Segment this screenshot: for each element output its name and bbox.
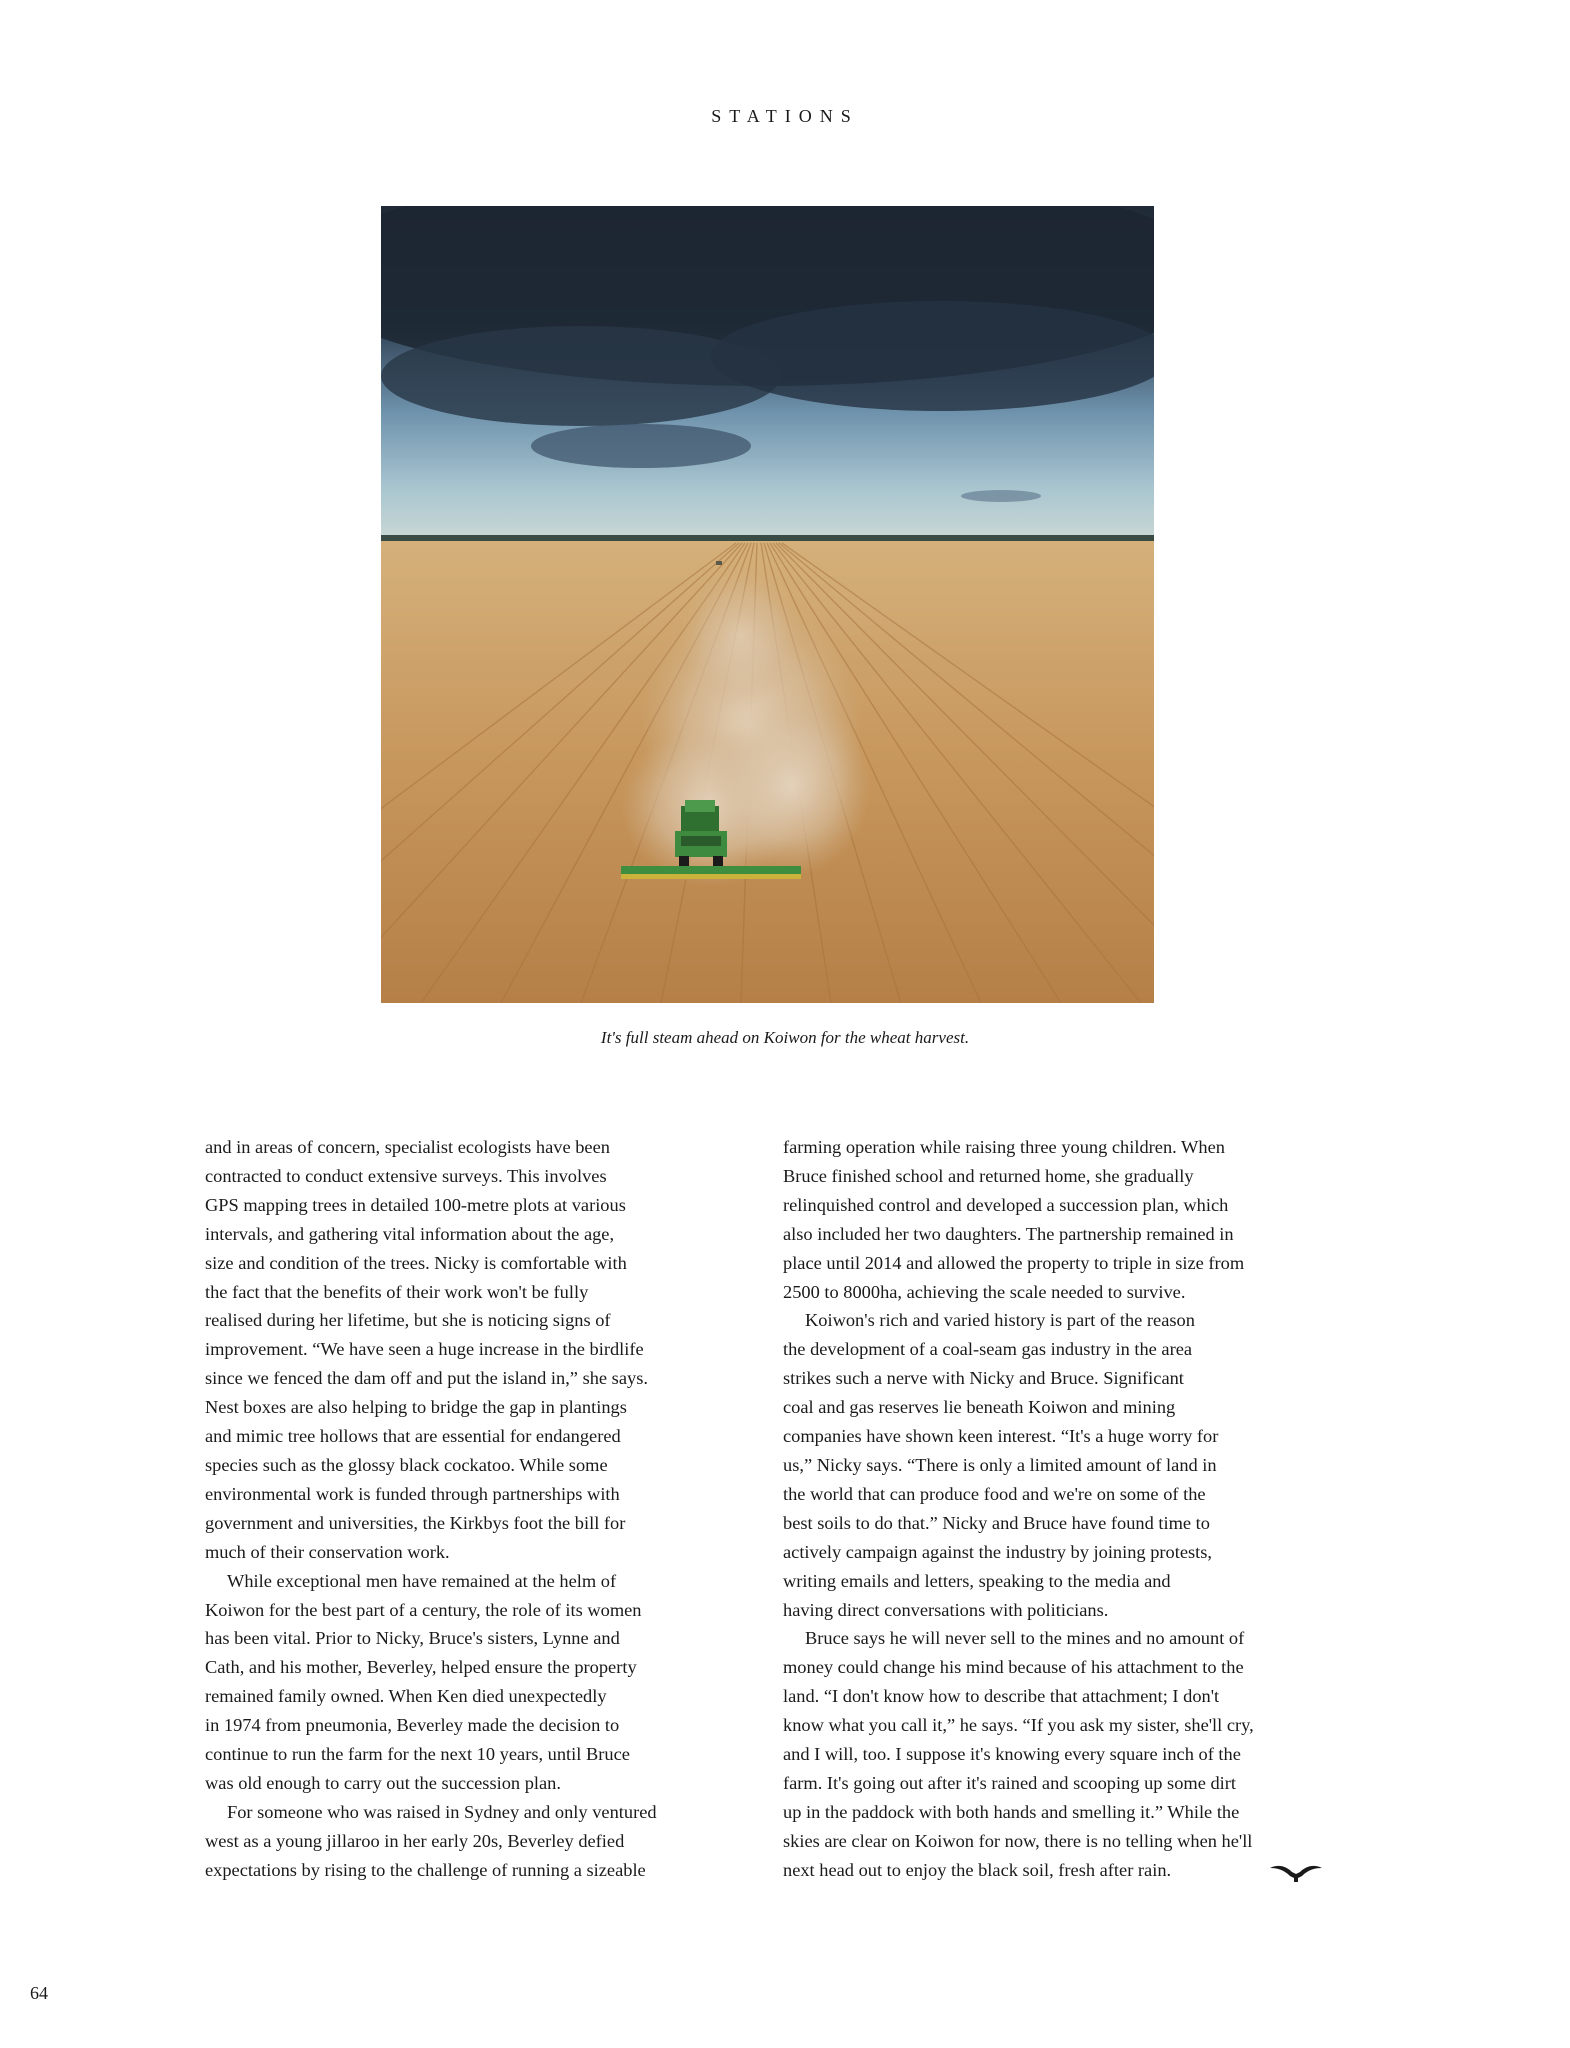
photo-image — [381, 206, 1154, 1003]
text-line: size and condition of the trees. Nicky is comfortable with — [205, 1252, 627, 1273]
text-line: relinquished control and developed a succession plan, which — [783, 1194, 1229, 1215]
text-line: continue to run the farm for the next 10 years, until Bruce — [205, 1744, 630, 1765]
text-line: writing emails and letters, speaking to the media and — [783, 1570, 1171, 1591]
text-line: know what you call it,” he says. “If you ask my sister, she'll cry, — [783, 1715, 1254, 1736]
harvester-field-photo — [381, 206, 1154, 1003]
text-line: has been vital. Prior to Nicky, Bruce's sisters, Lynne and — [205, 1628, 620, 1649]
text-line: skies are clear on Koiwon for now, there is no telling when he'll — [783, 1830, 1253, 1851]
page-number: 64 — [30, 1983, 48, 2003]
text-line: farm. It's going out after it's rained and scooping up some dirt — [783, 1772, 1237, 1793]
text-line: place until 2014 and allowed the property to triple in size from — [783, 1252, 1245, 1273]
text-line: and mimic tree hollows that are essential for endangered — [205, 1426, 621, 1447]
text-line: best soils to do that.” Nicky and Bruce have found time to — [783, 1512, 1210, 1533]
text-line: Cath, and his mother, Beverley, helped ensure the property — [205, 1657, 637, 1678]
text-line: farming operation while raising three young children. When — [783, 1137, 1225, 1157]
text-line: environmental work is funded through partnerships with — [205, 1483, 620, 1504]
bird-silhouette-icon — [1268, 1860, 1324, 1884]
text-line: also included her two daughters. The partnership remained in — [783, 1223, 1234, 1244]
paragraph-start-line: Bruce says he will never sell to the mines and no amount of — [805, 1628, 1245, 1649]
text-line: the fact that the benefits of their work won't be fully — [205, 1281, 589, 1302]
text-line: much of their conservation work. — [205, 1541, 450, 1562]
text-line: improvement. “We have seen a huge increase in the birdlife — [205, 1339, 644, 1360]
photo-caption: It's full steam ahead on Koiwon for the wheat harvest. — [600, 1028, 970, 1047]
text-line: since we fenced the dam off and put the island in,” she says. — [205, 1368, 648, 1389]
text-line: money could change his mind because of his attachment to the — [783, 1657, 1244, 1678]
text-line: remained family owned. When Ken died unexpectedly — [205, 1686, 607, 1707]
text-line: intervals, and gathering vital information about the age, — [205, 1223, 615, 1244]
text-line: species such as the glossy black cockatoo. While some — [205, 1454, 608, 1475]
text-line: and I will, too. I suppose it's knowing every square inch of the — [783, 1744, 1241, 1765]
text-line: contracted to conduct extensive surveys. This involves — [205, 1165, 607, 1186]
text-line: coal and gas reserves lie beneath Koiwon and mining — [783, 1397, 1176, 1418]
text-line: the development of a coal-seam gas industry in the area — [783, 1339, 1193, 1360]
text-line: government and universities, the Kirkbys foot the bill for — [205, 1512, 626, 1533]
section-header: STATIONS — [711, 106, 859, 126]
article-column-left — [205, 1133, 725, 1885]
text-line: and in areas of concern, specialist ecologists have been — [205, 1137, 610, 1157]
text-line: strikes such a nerve with Nicky and Bruce. Significant — [783, 1368, 1184, 1389]
text-line: the world that can produce food and we're on some of the — [783, 1483, 1206, 1504]
text-line: having direct conversations with politicians. — [783, 1599, 1109, 1620]
text-line: Bruce finished school and returned home, she gradually — [783, 1165, 1194, 1186]
text-line: in 1974 from pneumonia, Beverley made the decision to — [205, 1715, 620, 1736]
text-line: was old enough to carry out the succession plan. — [205, 1772, 561, 1793]
text-line: Nest boxes are also helping to bridge the gap in plantings — [205, 1397, 627, 1418]
text-line: Koiwon for the best part of a century, the role of its women — [205, 1599, 642, 1620]
text-line: 2500 to 8000ha, achieving the scale needed to survive. — [783, 1281, 1186, 1302]
text-line: up in the paddock with both hands and smelling it.” While the — [783, 1801, 1240, 1822]
text-line: expectations by rising to the challenge of running a sizeable — [205, 1859, 646, 1880]
text-line: realised during her lifetime, but she is noticing signs of — [205, 1310, 611, 1331]
paragraph-start-line: While exceptional men have remained at the helm of — [227, 1570, 617, 1591]
text-line: companies have shown keen interest. “It's a huge worry for — [783, 1426, 1219, 1447]
text-line: us,” Nicky says. “There is only a limited amount of land in — [783, 1454, 1217, 1475]
text-line: land. “I don't know how to describe that attachment; I don't — [783, 1686, 1220, 1707]
paragraph-start-line: For someone who was raised in Sydney and only ventured — [227, 1801, 657, 1822]
paragraph-start-line: Koiwon's rich and varied history is part of the reason — [805, 1310, 1195, 1331]
article-column-right — [783, 1133, 1303, 1885]
text-line: west as a young jillaroo in her early 20s, Beverley defied — [205, 1830, 625, 1851]
text-line: actively campaign against the industry by joining protests, — [783, 1541, 1213, 1562]
text-line: GPS mapping trees in detailed 100-metre plots at various — [205, 1194, 626, 1215]
text-line: next head out to enjoy the black soil, fresh after rain. — [783, 1859, 1172, 1880]
